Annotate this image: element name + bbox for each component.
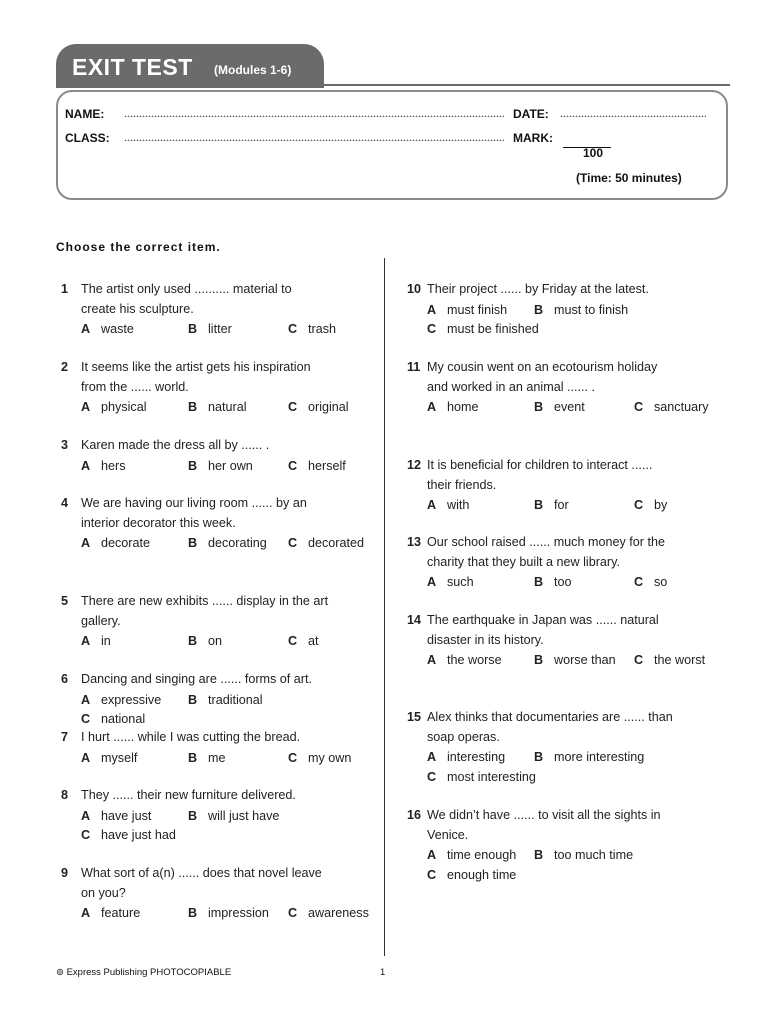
- option-a[interactable]: [81, 691, 161, 711]
- option-a[interactable]: [81, 534, 150, 554]
- question-text: I hurt ...... while I was cutting the bread.: [81, 730, 301, 744]
- option-text: for: [554, 498, 569, 513]
- option-text: litter: [208, 322, 232, 337]
- option-letter: C: [288, 634, 298, 649]
- option-text: awareness: [308, 906, 369, 921]
- question-text: It is beneficial for children to interact ......: [427, 458, 653, 472]
- question-number: 1: [61, 282, 69, 296]
- option-letter: A: [81, 808, 91, 823]
- option-text: with: [447, 498, 470, 513]
- question-text: from the ...... world.: [81, 379, 189, 394]
- question-number: 4: [61, 496, 69, 510]
- time-limit: (Time: 50 minutes): [576, 171, 682, 185]
- question-number: 10: [407, 282, 422, 296]
- option-a[interactable]: [81, 632, 111, 652]
- question-number: 6: [61, 672, 69, 686]
- option-text: must to finish: [554, 302, 629, 317]
- question-text: their friends.: [427, 477, 497, 492]
- option-text: have just: [101, 808, 152, 823]
- option-letter: C: [288, 536, 298, 551]
- option-text: home: [447, 400, 479, 415]
- option-text: decorated: [308, 536, 365, 551]
- question-number: 13: [407, 535, 422, 549]
- option-letter: B: [534, 498, 544, 513]
- option-letter: C: [634, 653, 644, 668]
- option-a[interactable]: [427, 651, 502, 671]
- option-letter: A: [427, 750, 437, 765]
- option-letter: C: [634, 575, 644, 590]
- option-b[interactable]: [534, 496, 569, 516]
- test-title: EXIT TEST: [72, 54, 193, 80]
- option-letter: B: [188, 750, 198, 765]
- question-text: gallery.: [81, 613, 121, 628]
- option-letter: C: [427, 322, 437, 337]
- option-c[interactable]: [288, 749, 351, 769]
- option-text: her own: [208, 458, 253, 473]
- option-text: too much time: [554, 848, 634, 863]
- option-letter: C: [288, 458, 298, 473]
- option-a[interactable]: [81, 749, 137, 769]
- option-text: decorate: [101, 536, 151, 551]
- question-number: 3: [61, 438, 69, 452]
- option-text: traditional: [208, 692, 263, 707]
- question-number: 2: [61, 360, 69, 374]
- option-c[interactable]: [81, 710, 145, 730]
- option-letter: A: [427, 575, 437, 590]
- option-letter: C: [427, 867, 437, 882]
- option-text: must be finished: [447, 322, 539, 337]
- option-text: enough time: [447, 867, 517, 882]
- option-c[interactable]: [634, 651, 705, 671]
- option-letter: B: [188, 536, 198, 551]
- option-text: feature: [101, 906, 141, 921]
- option-b[interactable]: [188, 534, 267, 554]
- option-b[interactable]: [534, 846, 633, 866]
- option-text: such: [447, 575, 474, 590]
- question-text: Dancing and singing are ...... forms of art.: [81, 672, 312, 686]
- option-letter: A: [81, 692, 91, 707]
- test-subtitle: (Modules 1-6): [214, 63, 292, 77]
- question-number: 11: [407, 360, 421, 374]
- option-text: by: [654, 498, 668, 513]
- question-text: The earthquake in Japan was ...... natural: [427, 613, 659, 627]
- option-letter: A: [427, 653, 437, 668]
- option-letter: A: [81, 906, 91, 921]
- option-letter: A: [81, 400, 91, 415]
- option-b[interactable]: [188, 398, 247, 418]
- question-text: They ...... their new furniture delivered.: [81, 788, 296, 802]
- option-letter: C: [288, 906, 298, 921]
- option-letter: B: [188, 906, 198, 921]
- option-text: so: [654, 575, 668, 590]
- option-c[interactable]: [288, 398, 349, 418]
- question-text: soap operas.: [427, 729, 500, 744]
- question-text: and worked in an animal ...... .: [427, 379, 596, 394]
- option-b[interactable]: [188, 457, 253, 477]
- option-c[interactable]: [288, 534, 364, 554]
- option-a[interactable]: [81, 398, 147, 418]
- option-letter: A: [81, 750, 91, 765]
- option-c[interactable]: [288, 320, 336, 340]
- option-a[interactable]: [81, 807, 151, 827]
- question-number: 15: [407, 710, 422, 724]
- option-b[interactable]: [534, 651, 616, 671]
- mark-total: 100: [583, 146, 604, 160]
- question-text: What sort of a(n) ...... does that novel leave: [81, 866, 322, 880]
- option-a[interactable]: [427, 748, 505, 768]
- class-field[interactable]: [124, 131, 504, 145]
- option-letter: B: [534, 653, 544, 668]
- option-a[interactable]: [427, 398, 479, 418]
- option-a[interactable]: [427, 846, 516, 866]
- option-letter: B: [534, 575, 544, 590]
- option-text: expressive: [101, 692, 162, 707]
- question-text: Venice.: [427, 827, 469, 842]
- option-letter: B: [188, 458, 198, 473]
- option-letter: B: [534, 400, 544, 415]
- option-text: physical: [101, 400, 147, 415]
- question-number: 5: [61, 594, 69, 608]
- header-rule: [56, 84, 730, 86]
- option-text: impression: [208, 906, 269, 921]
- option-letter: C: [634, 400, 644, 415]
- option-text: myself: [101, 750, 138, 765]
- option-c[interactable]: [81, 826, 176, 846]
- question-number: 12: [407, 458, 422, 472]
- option-letter: A: [81, 322, 91, 337]
- option-letter: C: [81, 828, 91, 843]
- option-letter: C: [81, 712, 91, 727]
- question-text: on you?: [81, 885, 126, 900]
- option-text: the worse: [447, 653, 502, 668]
- question-number: 14: [407, 613, 422, 627]
- option-b[interactable]: [534, 748, 644, 768]
- option-b[interactable]: [188, 632, 222, 652]
- option-text: sanctuary: [654, 400, 709, 415]
- option-text: natural: [208, 400, 247, 415]
- option-a[interactable]: [81, 457, 126, 477]
- option-letter: A: [81, 458, 91, 473]
- option-letter: C: [288, 400, 298, 415]
- option-c[interactable]: [288, 457, 346, 477]
- option-a[interactable]: [427, 301, 507, 321]
- option-c[interactable]: [634, 573, 667, 593]
- name-field[interactable]: [124, 107, 504, 121]
- option-c[interactable]: [427, 320, 539, 340]
- option-text: waste: [101, 322, 134, 337]
- option-b[interactable]: [188, 749, 226, 769]
- option-letter: B: [188, 808, 198, 823]
- question-text: It seems like the artist gets his inspiration: [81, 360, 311, 374]
- option-letter: A: [427, 498, 437, 513]
- column-divider: [384, 258, 385, 956]
- option-c[interactable]: [634, 496, 667, 516]
- option-a[interactable]: [81, 320, 134, 340]
- option-text: event: [554, 400, 585, 415]
- date-label: DATE:: [513, 107, 549, 121]
- option-text: interesting: [447, 750, 506, 765]
- option-text: more interesting: [554, 750, 645, 765]
- option-letter: C: [288, 322, 298, 337]
- option-b[interactable]: [188, 691, 263, 711]
- option-c[interactable]: [634, 398, 709, 418]
- question-text: We are having our living room ...... by an: [81, 496, 307, 510]
- option-text: me: [208, 750, 226, 765]
- option-text: at: [308, 634, 319, 649]
- option-a[interactable]: [427, 573, 474, 593]
- option-text: herself: [308, 458, 346, 473]
- option-letter: B: [188, 692, 198, 707]
- option-text: too: [554, 575, 572, 590]
- option-b[interactable]: [534, 398, 585, 418]
- option-letter: B: [188, 634, 198, 649]
- option-text: must finish: [447, 302, 508, 317]
- option-text: most interesting: [447, 769, 536, 784]
- option-text: on: [208, 634, 223, 649]
- question-text: There are new exhibits ...... display in the art: [81, 594, 329, 608]
- option-b[interactable]: [534, 301, 628, 321]
- option-b[interactable]: [534, 573, 572, 593]
- copyright-footer: ⊚ Express Publishing PHOTOCOPIABLE: [56, 967, 232, 978]
- option-letter: C: [427, 769, 437, 784]
- option-text: time enough: [447, 848, 517, 863]
- option-letter: B: [534, 750, 544, 765]
- question-number: 16: [407, 808, 422, 822]
- question-number: 7: [61, 730, 69, 744]
- question-text: disaster in its history.: [427, 632, 544, 647]
- option-c[interactable]: [288, 904, 369, 924]
- option-letter: A: [81, 634, 91, 649]
- option-text: the worst: [654, 653, 706, 668]
- date-field[interactable]: [560, 107, 706, 121]
- option-letter: B: [534, 848, 544, 863]
- option-letter: B: [188, 400, 198, 415]
- option-a[interactable]: [81, 904, 140, 924]
- question-text: interior decorator this week.: [81, 515, 236, 530]
- option-text: worse than: [554, 653, 616, 668]
- option-text: will just have: [208, 808, 280, 823]
- option-c[interactable]: [427, 866, 516, 886]
- class-label: CLASS:: [65, 131, 110, 145]
- instruction: Choose the correct item.: [56, 240, 221, 254]
- option-b[interactable]: [188, 320, 232, 340]
- option-text: have just had: [101, 828, 176, 843]
- question-text: The artist only used .......... material to: [81, 282, 292, 296]
- option-letter: A: [81, 536, 91, 551]
- option-text: hers: [101, 458, 126, 473]
- option-a[interactable]: [427, 496, 469, 516]
- question-text: Their project ...... by Friday at the latest.: [427, 282, 649, 296]
- option-letter: A: [427, 848, 437, 863]
- option-text: in: [101, 634, 111, 649]
- question-text: create his sculpture.: [81, 301, 194, 316]
- option-b[interactable]: [188, 904, 269, 924]
- option-letter: B: [534, 302, 544, 317]
- option-c[interactable]: [427, 768, 536, 788]
- option-text: my own: [308, 750, 352, 765]
- option-text: decorating: [208, 536, 267, 551]
- question-text: Our school raised ...... much money for the: [427, 535, 665, 549]
- name-label: NAME:: [65, 107, 105, 121]
- option-letter: C: [288, 750, 298, 765]
- option-letter: A: [427, 302, 437, 317]
- option-letter: A: [427, 400, 437, 415]
- option-letter: B: [188, 322, 198, 337]
- page-number: 1: [380, 967, 386, 978]
- question-text: We didn’t have ...... to visit all the sights in: [427, 808, 661, 822]
- question-number: 9: [61, 866, 69, 880]
- option-text: original: [308, 400, 349, 415]
- question-text: charity that they built a new library.: [427, 554, 620, 569]
- question-text: Alex thinks that documentaries are ...... than: [427, 710, 673, 724]
- option-text: national: [101, 712, 146, 727]
- question-text: My cousin went on an ecotourism holiday: [427, 360, 658, 374]
- option-text: trash: [308, 322, 336, 337]
- option-c[interactable]: [288, 632, 319, 652]
- option-letter: C: [634, 498, 644, 513]
- mark-label: MARK:: [513, 131, 553, 145]
- question-text: Karen made the dress all by ...... .: [81, 438, 270, 452]
- question-number: 8: [61, 788, 69, 802]
- option-b[interactable]: [188, 807, 279, 827]
